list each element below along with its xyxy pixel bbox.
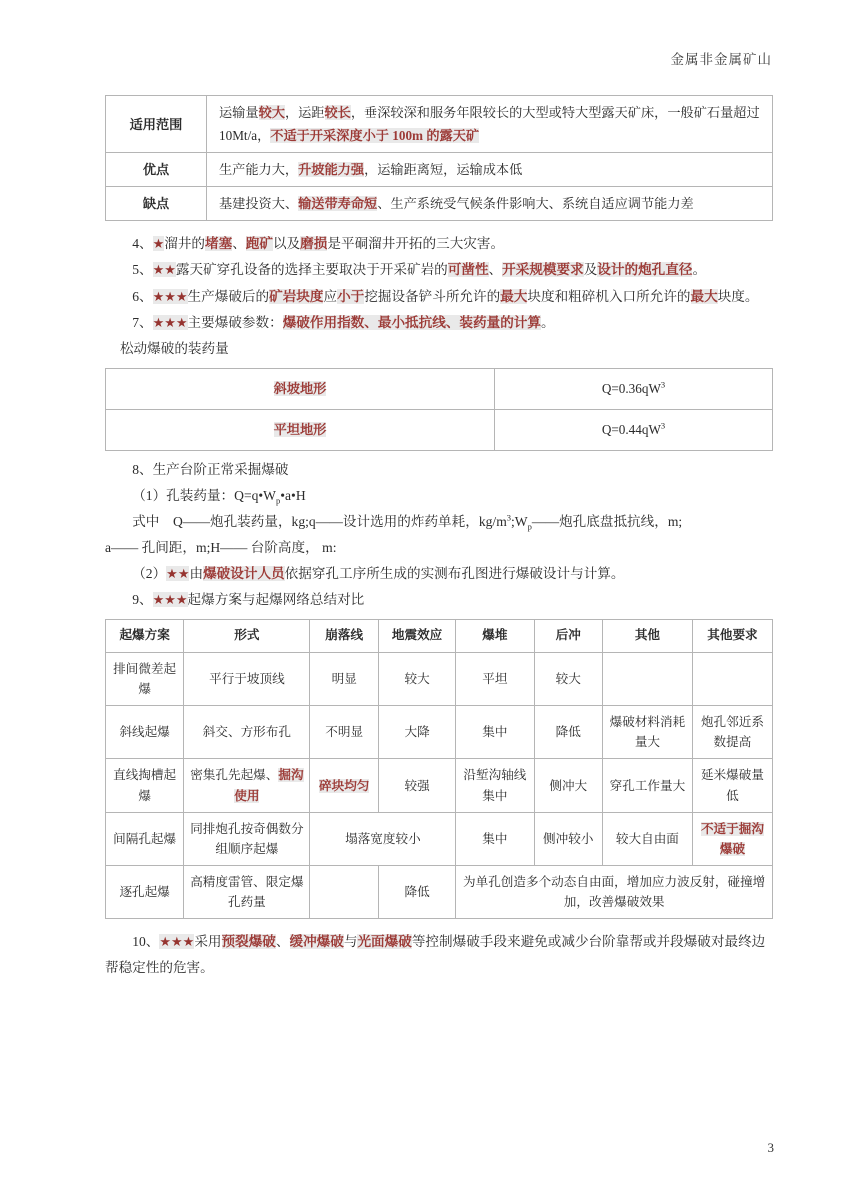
terrain-slope <box>106 368 495 409</box>
item-8-title: 8、生产台阶正常采掘爆破 <box>132 461 289 477</box>
table-row <box>106 652 773 705</box>
cell-backbreak: 侧冲较小 <box>534 812 602 865</box>
cell-form: 高精度雷管、限定爆孔药量 <box>184 866 310 919</box>
rich-text: 10、★★★采用预裂爆破、缓冲爆破与光面爆破等控制爆破手段来避免或减少台阶靠帮或并段爆破对最终边帮稳定性的危害。 <box>105 934 766 976</box>
page-header: 金属非金属矿山 <box>670 52 772 68</box>
col-header-backbreak: 后冲 <box>534 620 602 653</box>
item-7 <box>105 310 773 336</box>
compare-table-body <box>106 652 773 918</box>
col-header-require: 其他要求 <box>692 620 772 653</box>
charge-formula-table <box>105 368 773 451</box>
cell-seismic: 较强 <box>378 759 455 812</box>
cell-pile: 集中 <box>456 706 534 759</box>
cell-seismic: 大降 <box>378 706 455 759</box>
where-sup: 3 <box>506 512 512 523</box>
cell-require: 延米爆破量低 <box>692 759 772 812</box>
item-8-formula-sub: p <box>276 495 281 506</box>
item-8-formula-rest: •a•H <box>280 487 306 503</box>
col-header-scheme: 起爆方案 <box>106 620 184 653</box>
table-row <box>106 96 773 153</box>
page-number: 3 <box>767 1140 774 1155</box>
cell-scheme: 间隔孔起爆 <box>106 812 184 865</box>
formula-slope <box>495 368 773 409</box>
detonation-compare-table <box>105 619 773 919</box>
formula-slope-text: Q=0.36qW <box>601 381 661 397</box>
table-row <box>106 759 773 812</box>
item-8-formula-label: （1）孔装药量：Q=q•W <box>132 487 277 503</box>
table-row <box>106 706 773 759</box>
table-row <box>106 187 773 221</box>
cell-pile: 沿堑沟轴线集中 <box>456 759 534 812</box>
col-header-seismic: 地震效应 <box>378 620 455 653</box>
cell-backbreak: 较大 <box>534 652 602 705</box>
cell-form: 平行于坡顶线 <box>184 652 310 705</box>
cell-form: 密集孔先起爆、掘沟使用 <box>184 759 310 812</box>
cell-tail-merged: 为单孔创造多个动态自由面，增加应力波反射，碰撞增加，改善爆破效果 <box>456 866 773 919</box>
table-header-row <box>106 620 773 653</box>
where-text-a3: ——炮孔底盘抵抗线，m; <box>531 514 683 530</box>
applicability-table-body <box>106 96 773 221</box>
formula-flat <box>495 409 773 450</box>
item-4 <box>105 231 773 257</box>
cell-form: 同排炮孔按奇偶数分组顺序起爆 <box>184 812 310 865</box>
item-8-where-line2: a—— 孔间距，m;H—— 台阶高度， m: <box>105 540 337 556</box>
table-row <box>106 812 773 865</box>
cell-seismic: 降低 <box>378 866 455 919</box>
item-8-formula <box>105 483 773 509</box>
item-8-where-line1 <box>105 509 773 535</box>
cell-require: 不适于掘沟爆破 <box>692 812 772 865</box>
rich-text: 运输量较大，运距较长，垂深较深和服务年限较长的大型或特大型露天矿床，一般矿石量超过 10Mt/a，不适于开采深度小于 100m 的露天矿 <box>219 105 760 144</box>
col-header-collapse: 崩落线 <box>310 620 378 653</box>
table-row <box>106 368 773 409</box>
cell-scheme: 斜线起爆 <box>106 706 184 759</box>
cell-collapse: 不明显 <box>310 706 378 759</box>
document-body <box>105 95 773 982</box>
cell-other <box>602 652 692 705</box>
cell-other: 穿孔工作量大 <box>602 759 692 812</box>
cell-scheme: 排间微差起爆 <box>106 652 184 705</box>
where-sub: p <box>527 521 532 532</box>
row-value-disadvantages <box>207 187 773 221</box>
item-5 <box>105 257 773 283</box>
col-header-pile: 爆堆 <box>456 620 534 653</box>
cell-collapse-seismic-merged: 塌落宽度较小 <box>310 812 456 865</box>
row-key-disadvantages: 缺点 <box>106 187 207 221</box>
cell-pile: 集中 <box>456 812 534 865</box>
rich-text: 9、★★★起爆方案与起爆网络总结对比 <box>132 592 365 608</box>
col-header-other: 其他 <box>602 620 692 653</box>
row-value-advantages <box>207 153 773 187</box>
where-text-a: 式中 Q——炮孔装药量，kg;q——设计选用的炸药单耗，kg/m <box>132 514 507 530</box>
where-text-a2: ;W <box>511 514 528 530</box>
cell-scheme: 逐孔起爆 <box>106 866 184 919</box>
formula-flat-text: Q=0.44qW <box>601 422 661 438</box>
item-10 <box>105 929 773 981</box>
cell-collapse: 明显 <box>310 652 378 705</box>
item-8-2 <box>105 561 773 587</box>
item-6 <box>105 284 773 310</box>
cell-require <box>692 652 772 705</box>
formula-slope-exp: 3 <box>660 379 666 390</box>
cell-scheme: 直线掏槽起爆 <box>106 759 184 812</box>
table-row <box>106 866 773 919</box>
cell-backbreak: 降低 <box>534 706 602 759</box>
cell-collapse <box>310 866 378 919</box>
cell-backbreak: 侧冲大 <box>534 759 602 812</box>
rich-text: 6、★★★生产爆破后的矿岩块度应小于挖掘设备铲斗所允许的最大块度和粗碎机入口所允许的最大块度。 <box>132 288 759 304</box>
cell-collapse: 碎块均匀 <box>310 759 378 812</box>
table-row <box>106 409 773 450</box>
table-row <box>106 153 773 187</box>
cell-pile: 平坦 <box>456 652 534 705</box>
col-header-form: 形式 <box>184 620 310 653</box>
rich-text: 生产能力大，升坡能力强，运输距离短，运输成本低 <box>219 162 523 178</box>
row-key-scope: 适用范围 <box>106 96 207 153</box>
terrain-flat-label: 平坦地形 <box>273 422 327 438</box>
cell-form: 斜交、方形布孔 <box>184 706 310 759</box>
cell-other: 较大自由面 <box>602 812 692 865</box>
cell-other: 爆破材料消耗量大 <box>602 706 692 759</box>
cell-seismic: 较大 <box>378 652 455 705</box>
rich-text: 基建投资大、输送带寿命短、生产系统受气候条件影响大、系统自适应调节能力差 <box>219 196 694 212</box>
cell-require: 炮孔邻近系数提高 <box>692 706 772 759</box>
terrain-flat <box>106 409 495 450</box>
item-9 <box>105 587 773 613</box>
charge-formula-body <box>106 368 773 450</box>
compare-table-head <box>106 620 773 653</box>
terrain-slope-label: 斜坡地形 <box>273 381 327 397</box>
rich-text: （2）★★由爆破设计人员依据穿孔工序所生成的实测布孔图进行爆破设计与计算。 <box>132 566 625 582</box>
applicability-table <box>105 95 773 221</box>
rich-text: 7、★★★主要爆破参数：爆破作用指数、最小抵抗线、装药量的计算。 <box>132 314 555 330</box>
row-key-advantages: 优点 <box>106 153 207 187</box>
item-7-subtitle: 松动爆破的装药量 <box>119 340 229 356</box>
rich-text: 5、★★露天矿穿孔设备的选择主要取决于开采矿岩的可凿性、开采规模要求及设计的炮孔直径。 <box>132 262 707 278</box>
formula-flat-exp: 3 <box>660 420 666 431</box>
row-value-scope <box>207 96 773 153</box>
rich-text: 4、★溜井的堵塞、跑矿以及磨损是平硐溜井开拓的三大灾害。 <box>132 236 505 252</box>
